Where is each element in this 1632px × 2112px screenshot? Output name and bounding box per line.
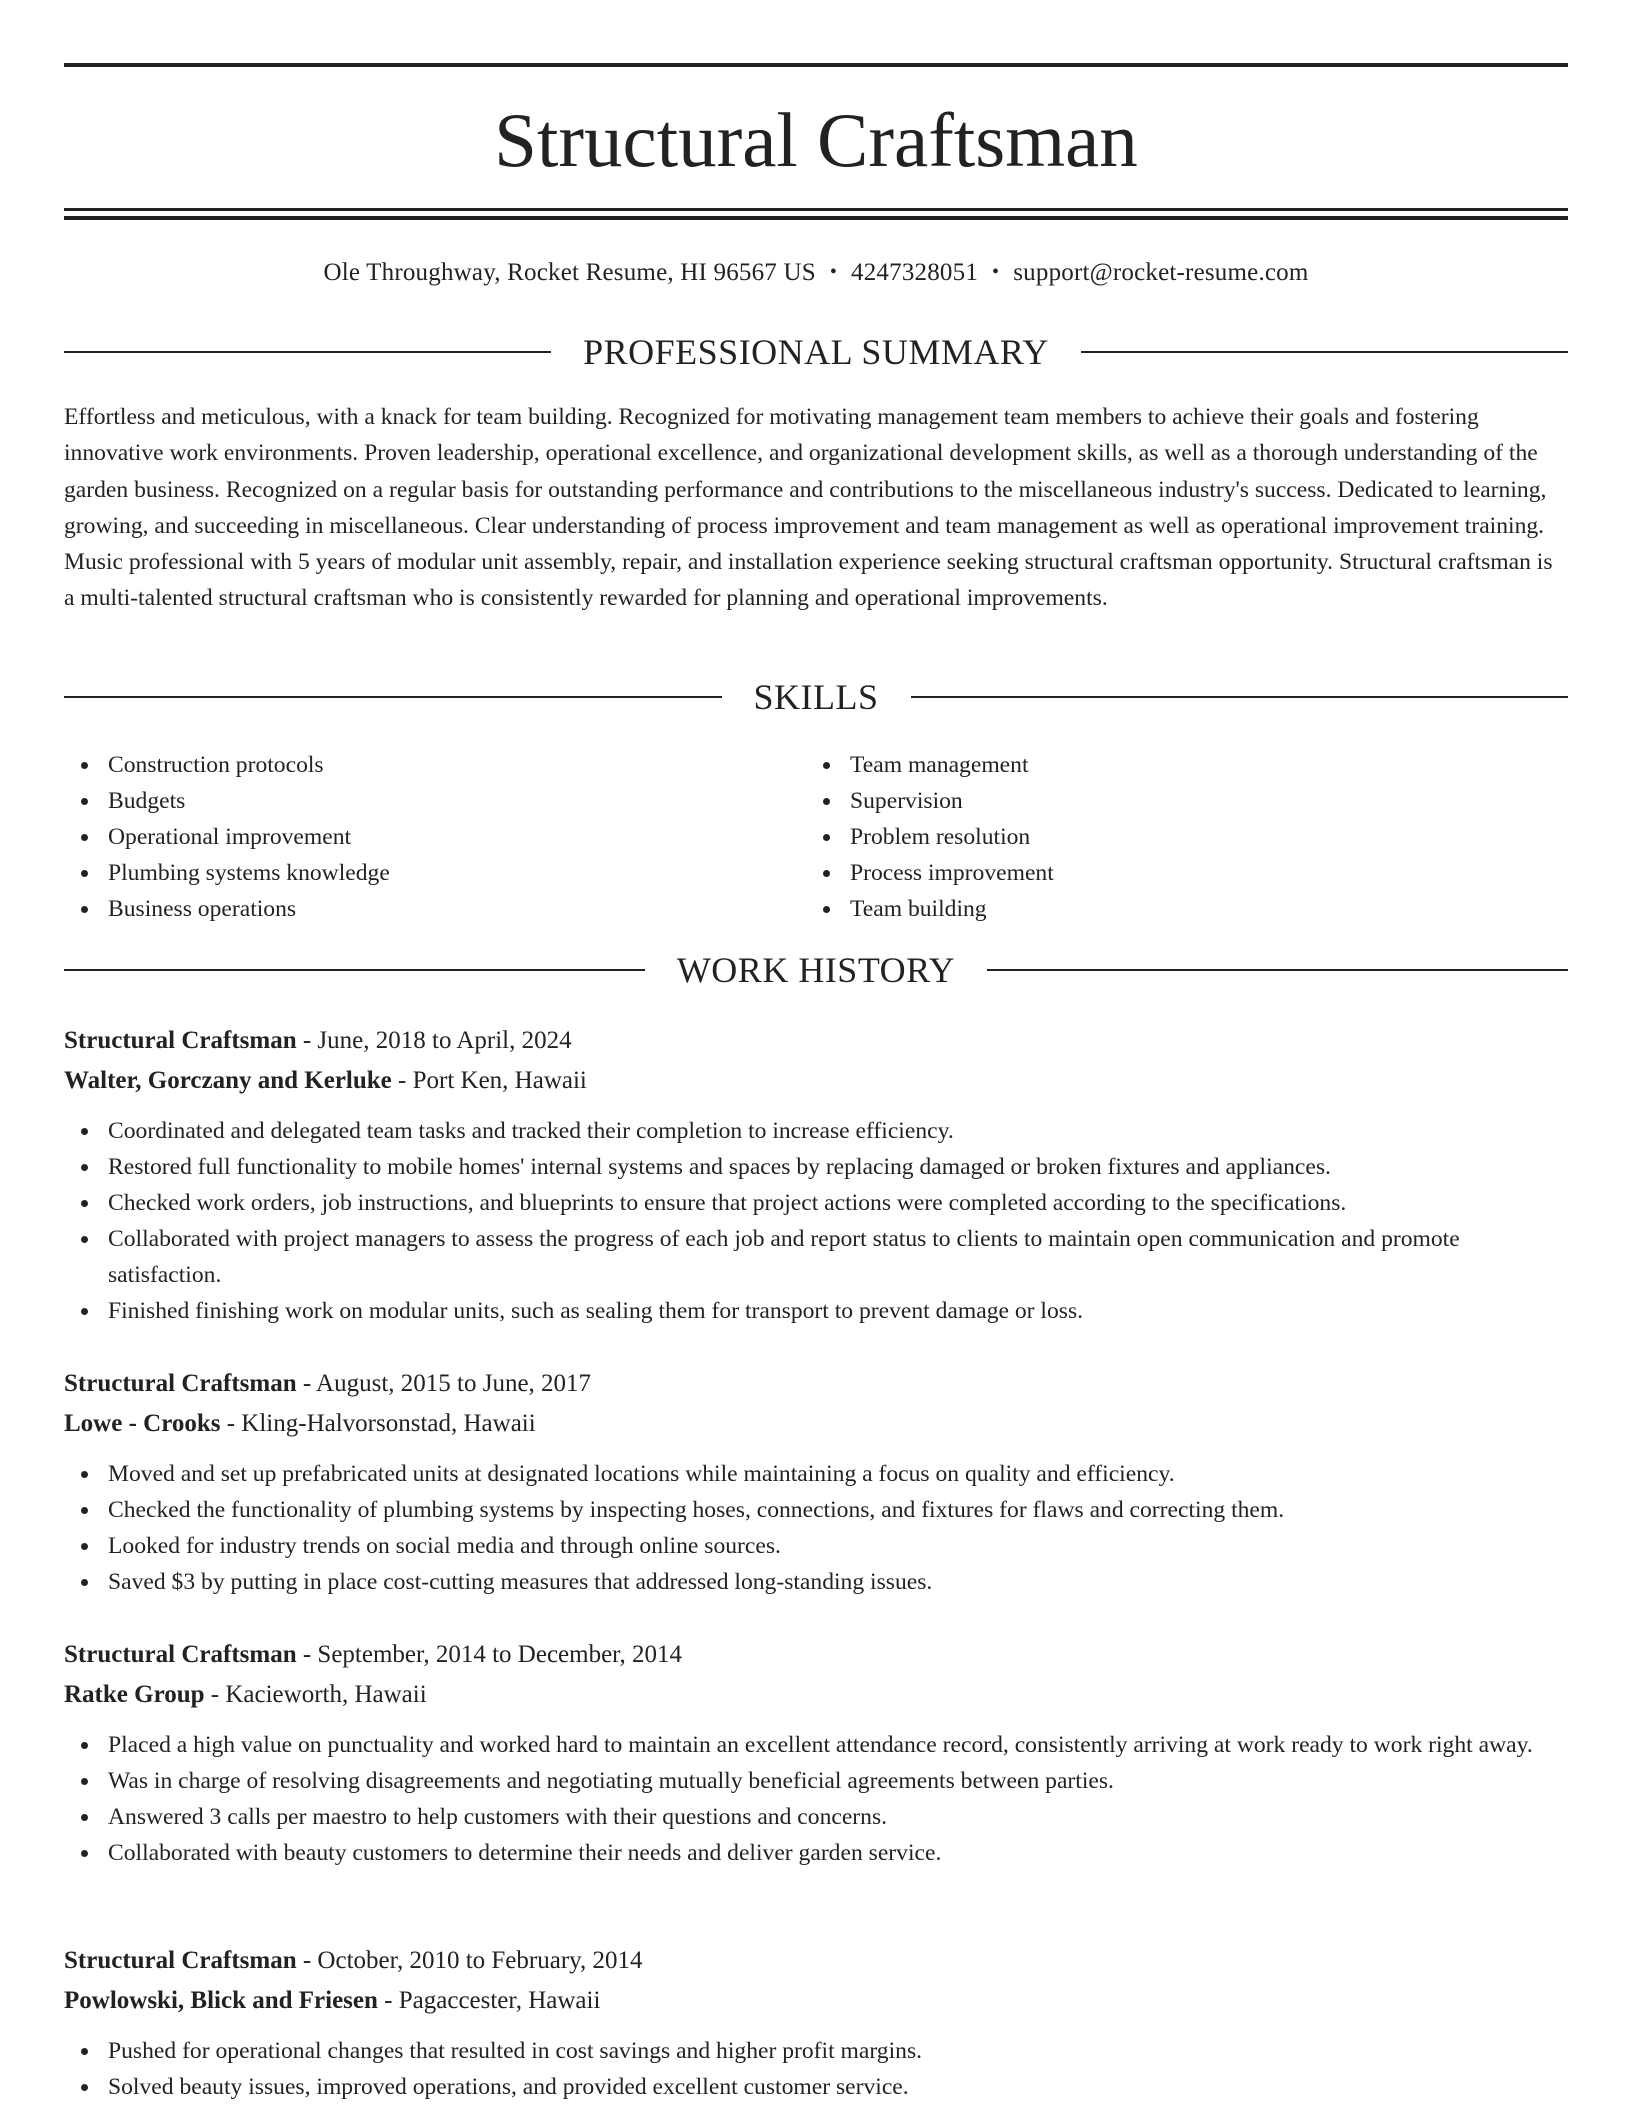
job-title-line — [64, 1635, 1568, 1675]
job-company-line — [64, 1675, 1568, 1715]
resume-name: Structural Craftsman — [494, 97, 1138, 183]
section-rule-left — [64, 696, 722, 698]
job-location: - Pagaccester, Hawaii — [377, 1987, 601, 2014]
work-entry — [64, 1635, 1568, 1871]
job-bullet: Coordinated and delegated team tasks and tracked their completion to increase efficiency. — [64, 1113, 1568, 1149]
job-title-line — [64, 1364, 1568, 1404]
section-title-summary: PROFESSIONAL SUMMARY — [583, 332, 1049, 372]
job-company: Powlowski, Blick and Friesen — [64, 1987, 378, 2014]
job-bullet: Moved and set up prefabricated units at designated locations while maintaining a focus on quality and efficiency. — [64, 1456, 1568, 1492]
job-bullet: Placed a high value on punctuality and worked hard to maintain an excellent attendance record, consistently arriving at work ready to work right away. — [64, 1727, 1568, 1763]
section-header-work-history — [64, 948, 1568, 992]
skills-list-right — [806, 747, 1546, 927]
skill-item: Operational improvement — [64, 819, 764, 855]
job-company-line — [64, 1404, 1568, 1444]
job-dates: - October, 2010 to February, 2014 — [296, 1947, 643, 1974]
section-rule-left — [64, 969, 645, 971]
contact-phone: 4247328051 — [851, 259, 979, 286]
job-bullet: Collaborated with project managers to assess the progress of each job and report status to clients to maintain open communication and promote satisfaction. — [64, 1221, 1568, 1293]
job-title: Structural Craftsman — [64, 1370, 297, 1397]
job-bullet: Collaborated with beauty customers to determine their needs and deliver garden service. — [64, 1835, 1568, 1871]
header-top-rule — [64, 63, 1568, 67]
job-bullets — [64, 1456, 1568, 1600]
job-location: - Kacieworth, Hawaii — [204, 1681, 427, 1708]
header-double-rule-lower — [64, 216, 1568, 220]
job-location: - Port Ken, Hawaii — [391, 1067, 587, 1094]
job-company-line — [64, 1061, 1568, 1101]
skill-item: Plumbing systems knowledge — [64, 855, 764, 891]
professional-summary-text: Effortless and meticulous, with a knack for team building. Recognized for motivating management team members to achieve their goals and fostering innovative work environments. Proven leadership, operational excellence, and organizational development skills, as well as a thorough understanding of the garden business. Recognized on a regular basis for outstanding performance and contributions to the miscellaneous industry's success. Dedicated to learning, growing, and succeeding in miscellaneous. Clear understanding of process improvement and team management as well as operational improvement training. Music professional with 5 years of modular unit assembly, repair, and installation experience seeking structural craftsman opportunity. Structural craftsman is a multi-talented structural craftsman who is consistently rewarded for planning and operational improvements. — [64, 404, 1553, 612]
skill-item: Construction protocols — [64, 747, 764, 783]
work-entry — [64, 1021, 1568, 1329]
job-title-line — [64, 1941, 1568, 1981]
section-header-skills — [64, 675, 1568, 719]
job-title: Structural Craftsman — [64, 1641, 297, 1668]
job-location: - Kling-Halvorsonstad, Hawaii — [220, 1410, 536, 1437]
job-company-line — [64, 1981, 1568, 2021]
contact-email: support@rocket-resume.com — [1013, 259, 1309, 286]
header-double-rule-upper — [64, 208, 1568, 211]
section-title-skills: SKILLS — [753, 677, 879, 717]
skills-list-left — [64, 747, 764, 927]
skill-item: Budgets — [64, 783, 764, 819]
job-company: Lowe - Crooks — [64, 1410, 221, 1437]
job-dates: - September, 2014 to December, 2014 — [296, 1641, 682, 1668]
job-company: Walter, Gorczany and Kerluke — [64, 1067, 392, 1094]
job-bullet: Pushed for operational changes that resulted in cost savings and higher profit margins. — [64, 2033, 1568, 2069]
job-bullet: Answered 3 calls per maestro to help customers with their questions and concerns. — [64, 1799, 1568, 1835]
job-bullet: Was in charge of resolving disagreements and negotiating mutually beneficial agreements between parties. — [64, 1763, 1568, 1799]
contact-separator: • — [992, 261, 1000, 283]
job-bullet: Restored full functionality to mobile homes' internal systems and spaces by replacing damaged or broken fixtures and appliances. — [64, 1149, 1568, 1185]
job-dates: - August, 2015 to June, 2017 — [296, 1370, 592, 1397]
skill-item: Problem resolution — [806, 819, 1546, 855]
work-entry — [64, 1941, 1568, 2105]
section-rule-right — [987, 969, 1568, 971]
skill-item: Team management — [806, 747, 1546, 783]
section-rule-left — [64, 351, 551, 353]
skill-item: Business operations — [64, 891, 764, 927]
skill-item: Process improvement — [806, 855, 1546, 891]
job-bullet: Finished finishing work on modular units, such as sealing them for transport to prevent damage or loss. — [64, 1293, 1568, 1329]
job-bullet: Looked for industry trends on social media and through online sources. — [64, 1528, 1568, 1564]
job-title-line — [64, 1021, 1568, 1061]
job-bullet: Solved beauty issues, improved operations, and provided excellent customer service. — [64, 2069, 1568, 2105]
job-dates: - June, 2018 to April, 2024 — [296, 1027, 572, 1054]
job-bullets — [64, 1727, 1568, 1871]
job-bullet: Checked the functionality of plumbing systems by inspecting hoses, connections, and fixtures for flaws and correcting them. — [64, 1492, 1568, 1528]
job-title: Structural Craftsman — [64, 1027, 297, 1054]
skill-item: Team building — [806, 891, 1546, 927]
contact-address: Ole Throughway, Rocket Resume, HI 96567 US — [323, 259, 816, 286]
section-header-summary — [64, 330, 1568, 374]
section-title-work-history: WORK HISTORY — [676, 950, 956, 990]
section-rule-right — [911, 696, 1569, 698]
contact-line — [64, 252, 1568, 293]
section-rule-right — [1081, 351, 1568, 353]
skill-item: Supervision — [806, 783, 1546, 819]
job-bullet: Saved $3 by putting in place cost-cutting measures that addressed long-standing issues. — [64, 1564, 1568, 1600]
job-bullet: Checked work orders, job instructions, and blueprints to ensure that project actions were completed according to the specifications. — [64, 1185, 1568, 1221]
contact-separator: • — [829, 261, 838, 283]
job-company: Ratke Group — [64, 1681, 205, 1708]
job-bullets — [64, 2033, 1568, 2105]
job-bullets — [64, 1113, 1568, 1329]
job-title: Structural Craftsman — [64, 1947, 297, 1974]
work-entry — [64, 1364, 1568, 1600]
